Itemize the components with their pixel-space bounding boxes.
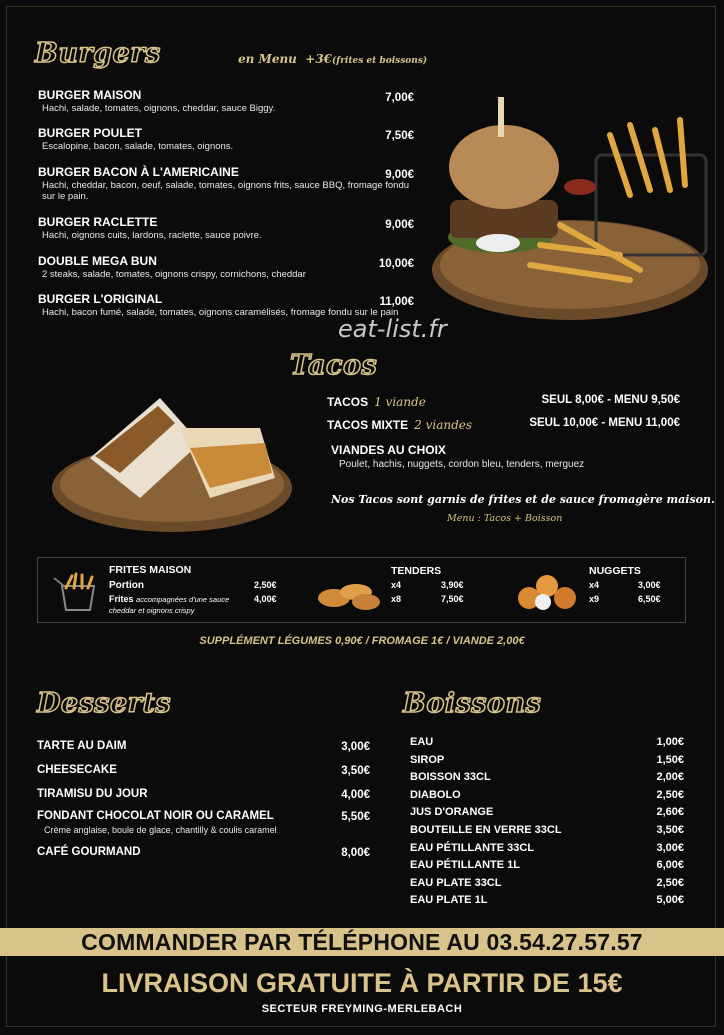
burger-item-desc: Hachi, oignons cuits, lardons, raclette, sauce poivre. xyxy=(42,230,262,241)
burger-item-desc: 2 steaks, salade, tomates, oignons crispy, cornichons, cheddar xyxy=(42,269,306,280)
burgers-menu-note: en Menu +3€(frites et boissons) xyxy=(238,52,428,66)
burger-item-price: 11,00€ xyxy=(379,296,414,308)
boisson-item-name: EAU PÉTILLANTE 1L xyxy=(410,859,521,872)
burger-item-name: BURGER POULET xyxy=(38,126,143,140)
nuggets-qty: x4 xyxy=(589,580,600,590)
supplement-line: SUPPLÉMENT LÉGUMES 0,90€ / FROMAGE 1€ / VIANDE 2,00€ xyxy=(199,635,525,647)
tacos-line-price: SEUL 8,00€ - MENU 9,50€ xyxy=(541,394,680,406)
boisson-item-price: 3,00€ xyxy=(656,841,684,854)
boisson-item-price: 5,00€ xyxy=(656,894,684,907)
watermark: eat-list.fr xyxy=(338,315,447,343)
fries-portion-price: 2,50€ xyxy=(254,580,277,590)
dessert-item-name: CAFÉ GOURMAND xyxy=(37,846,141,858)
tacos-note: Nos Tacos sont garnis de frites et de sauce fromagère maison. xyxy=(331,493,715,506)
tacos-title: Tacos xyxy=(290,350,378,381)
boisson-item-name: JUS D'ORANGE xyxy=(410,806,494,819)
tacos-meats: Poulet, hachis, nuggets, cordon bleu, tenders, merguez xyxy=(339,459,585,470)
burger-item-desc: Hachi, bacon fumé, salade, tomates, oignons caramélisés, fromage fondu sur le pain xyxy=(42,307,399,318)
burger-item-desc: Hachi, salade, tomates, oignons, cheddar, sauce Biggy. xyxy=(42,103,276,114)
dessert-item-name: TARTE AU DAIM xyxy=(37,740,127,752)
boisson-item-price: 2,50€ xyxy=(656,876,684,889)
dessert-item-price: 5,50€ xyxy=(341,811,370,823)
nuggets-price: 3,00€ xyxy=(638,580,661,590)
boisson-item-name: EAU PÉTILLANTE 33CL xyxy=(410,841,535,854)
tacos-menu-note: Menu : Tacos + Boisson xyxy=(447,513,563,524)
boisson-item-price: 6,00€ xyxy=(656,859,684,872)
burger-item-price: 7,00€ xyxy=(385,92,414,104)
tacos-line-label xyxy=(327,416,472,434)
burger-fries-photo xyxy=(430,95,715,325)
tenders-qty: x8 xyxy=(391,594,402,604)
burger-item-price: 9,00€ xyxy=(385,219,414,231)
tacos-line-price: SEUL 10,00€ - MENU 11,00€ xyxy=(529,417,680,429)
burger-item-name: BURGER RACLETTE xyxy=(38,215,158,229)
dessert-item-price: 3,50€ xyxy=(341,765,370,777)
fries-portion-label: Portion xyxy=(109,580,144,591)
tacos-meats-title: VIANDES AU CHOIX xyxy=(331,443,446,457)
tacos-line-variant: 2 viandes xyxy=(414,418,473,432)
burger-item-price: 9,00€ xyxy=(385,169,414,181)
fries-loaded-price: 4,00€ xyxy=(254,594,277,604)
boisson-item-name: SIROP xyxy=(410,753,445,766)
dessert-item-name: TIRAMISU DU JOUR xyxy=(37,788,148,800)
burgers-title: Burgers xyxy=(35,38,161,69)
boisson-item-price: 2,60€ xyxy=(656,806,684,819)
boissons-title: Boissons xyxy=(403,688,542,719)
boisson-item-name: BOUTEILLE EN VERRE 33CL xyxy=(410,824,562,836)
nuggets-photo xyxy=(513,572,583,612)
tenders-qty: x4 xyxy=(391,580,402,590)
boisson-item-price: 1,00€ xyxy=(656,736,684,748)
fries-loaded: Frites accompagnées d'une sauce cheddar et oignons crispy xyxy=(109,594,230,615)
tenders-price: 7,50€ xyxy=(441,594,464,604)
boisson-item-price: 3,50€ xyxy=(656,824,684,836)
nuggets-title: NUGGETS xyxy=(589,565,641,577)
boisson-item-name: EAU PLATE 1L xyxy=(410,894,488,907)
burger-item-name: BURGER BACON À L'AMERICAINE xyxy=(38,165,239,179)
tacos-line-name: TACOS xyxy=(327,395,369,409)
dessert-item-price: 4,00€ xyxy=(341,789,370,801)
tenders-photo xyxy=(316,578,382,612)
burger-item-price: 7,50€ xyxy=(385,130,414,142)
dessert-item-name: CHEESECAKE xyxy=(37,764,117,776)
fries-title: FRITES MAISON xyxy=(109,564,192,576)
burger-item-price: 10,00€ xyxy=(378,258,414,270)
burger-item-name: BURGER L'ORIGINAL xyxy=(38,292,163,306)
burger-item-desc: Hachi, cheddar, bacon, oeuf, salade, tomates, oignons frits, sauce BBQ, fromage fondu sur le pain. xyxy=(42,180,410,202)
dessert-item-desc: Crème anglaise, boule de glace, chantilly & coulis caramel xyxy=(44,825,277,835)
burger-item-name: DOUBLE MEGA BUN xyxy=(38,254,157,268)
desserts-title: Desserts xyxy=(37,688,172,719)
boisson-item-name: BOISSON 33CL xyxy=(410,771,491,784)
boisson-item-price: 1,50€ xyxy=(656,753,684,766)
boisson-item-price: 2,50€ xyxy=(656,788,684,801)
delivery-line: LIVRAISON GRATUITE À PARTIR DE 15€ xyxy=(101,968,623,998)
nuggets-qty: x9 xyxy=(589,594,600,604)
tacos-line-label xyxy=(327,393,426,411)
tenders-price: 3,90€ xyxy=(441,580,464,590)
tacos-photo xyxy=(50,388,300,538)
boisson-item-name: EAU xyxy=(410,736,434,748)
tenders-title: TENDERS xyxy=(391,565,442,577)
nuggets-price: 6,50€ xyxy=(638,594,661,604)
tacos-line-name: TACOS MIXTE xyxy=(327,418,409,432)
boisson-item-name: DIABOLO xyxy=(410,788,461,801)
boisson-item-price: 2,00€ xyxy=(656,771,684,784)
phone-line[interactable]: COMMANDER PAR TÉLÉPHONE AU 03.54.27.57.57 xyxy=(81,929,643,955)
dessert-item-name: FONDANT CHOCOLAT NOIR OU CARAMEL xyxy=(37,810,274,822)
tacos-line-variant: 1 viande xyxy=(374,395,426,409)
boisson-item-name: EAU PLATE 33CL xyxy=(410,876,502,889)
dessert-item-price: 3,00€ xyxy=(341,741,370,753)
fries-photo xyxy=(52,570,104,614)
burger-item-name: BURGER MAISON xyxy=(38,88,142,102)
sector-line: SECTEUR FREYMING-MERLEBACH xyxy=(261,1003,463,1015)
burger-item-desc: Escalopine, bacon, salade, tomates, oignons. xyxy=(42,141,234,152)
dessert-item-price: 8,00€ xyxy=(341,847,370,859)
